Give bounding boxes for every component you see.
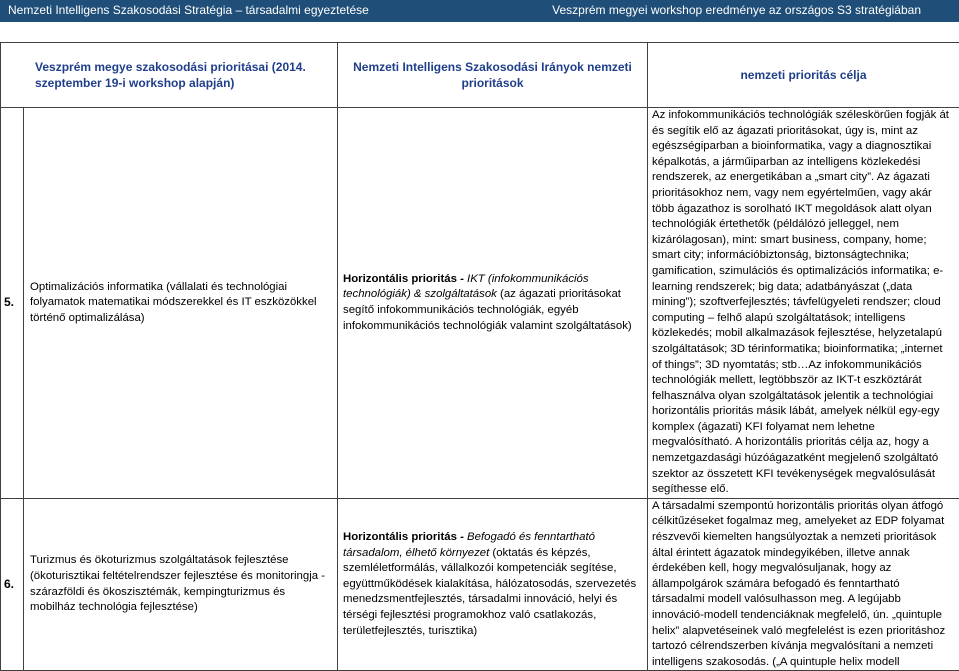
page-header <box>0 0 959 22</box>
county-priority-text: Turizmus és ökoturizmus szolgáltatások fejlesztése (ökoturisztikai feltételrendszer fejlesztése és monitoringja - szárazföldi és ökoszisztémák, kempingturizmus és mobilház technológia fejlesztése) <box>24 498 338 671</box>
row-number: 6. <box>1 498 24 671</box>
direction-bold-label: Horizontális prioritás - <box>343 531 467 543</box>
national-direction-cell <box>338 498 648 671</box>
direction-text: (az ágazati prioritásokat segítő infokommunikációs technológiák, egyéb infokommunikációs technológiák valamint szolgáltatások) <box>343 288 632 331</box>
col-header-target: nemzeti prioritás célja <box>648 43 959 108</box>
direction-italic-label: Befogadó és fenntartható társadalom, élhető környezet <box>343 531 595 559</box>
table-header-row <box>1 43 959 108</box>
target-text: Az infokommunikációs technológiák széleskörűen fogják át és segítik elő az ágazati prioritásokat, úgy is, mint az egészségiparban a bioinformatika, vagy a diagnosztikai képalkotás, a járműiparban az intelligens közlekedési rendszerek, az energetikában a „smart city”. Az ágazati prioritásokhoz nem, vagy nem egyértelműen, vagy akár több ágazathoz is sorolható IKT megoldások alatt olyan technológiák értethetők (példálózó jelleggel, nem kizárólagosan), mint: smart business, company, home; smart city; információbiztonság, biztonságtechnika; gamification, szimulációs és optimalizációs informatika; e-learning rendszerek; big data; adatbányászat („data mining”); szoftverfejlesztés; távfelügyeleti rendszer; cloud computing – felhő alapú szolgáltatások; intelligens közlekedés; mobil alkalmazások fejlesztése, helyzetalapú szolgáltatások; 3D térinformatika; bioinformatika; „internet of things”; 3D nyomtatás; stb…Az infokommunikációs technológiák mellett, legtöbbször az IKT-t eszköztárát felhasználva olyan szolgáltatások jelentik a technológiai horizontális prioritás másik lábát, amelyek nélkül egy-egy komplex (ágazati) KFI folyamat nem lehetne megvalósítható. A horizontális prioritás célja az, hogy a nemzetgazdasági húzóágazatként megjelenő szolgáltató szektor az összetett KFI tevékenységek megvalósulását segíthesse elő. <box>648 108 959 499</box>
target-text: A társadalmi szempontú horizontális prioritás olyan átfogó célkitűzéseket fogalmaz meg, amelyeket az EDP folyamat részvevői kiemelten hangsúlyoztak a nemzeti prioritások által érintett ágazatok mindegyikében, illetve annak érdekében kell, hogy megvalósuljanak, hogy az állampolgárok számára befogadó és fenntartható társadalmi modell valósulhasson meg. A legújabb innováció-modell tendenciáknak megfelelő, ún. „quintuple helix” alapvetéseinek való megfelelést is ezen prioritáshoz tartozó célrendszerben kívánja megvalósítani a nemzeti intelligens szakosodás. („A quintuple helix modell <box>648 498 959 671</box>
col-header-county-priorities: Veszprém megye szakosodási prioritásai (2014. szeptember 19-i workshop alapján) <box>1 43 338 108</box>
direction-text: (oktatás és képzés, szemléletformálás, vállalkozói kompetenciák segítése, együttműködések kialakítása, hálózatosodás, szervezetés menedzsmentfejlesztés, társadalmi innováció, helyi és térségi fejlesztési programokhoz való csatlakozás, területfejlesztés, turisztika) <box>343 547 636 637</box>
national-direction-cell <box>338 108 648 499</box>
priorities-table <box>0 42 959 671</box>
county-priority-text: Optimalizációs informatika (vállalati és technológiai folyamatok matematikai módszerekkel és IT eszközökkel történő optimalizálása) <box>24 108 338 499</box>
table-row <box>1 498 959 671</box>
direction-italic-label: IKT (infokommunikációs technológiák) & szolgáltatások <box>343 273 589 301</box>
header-right-title: Veszprém megyei workshop eredménye az országos S3 stratégiában <box>552 3 921 17</box>
header-left-title: Nemzeti Intelligens Szakosodási Stratégia – társadalmi egyeztetése <box>8 3 369 17</box>
direction-bold-label: Horizontális prioritás - <box>343 273 467 285</box>
col-header-national-directions: Nemzeti Intelligens Szakosodási Irányok nemzeti prioritások <box>338 43 648 108</box>
row-number: 5. <box>1 108 24 499</box>
table-row <box>1 108 959 499</box>
